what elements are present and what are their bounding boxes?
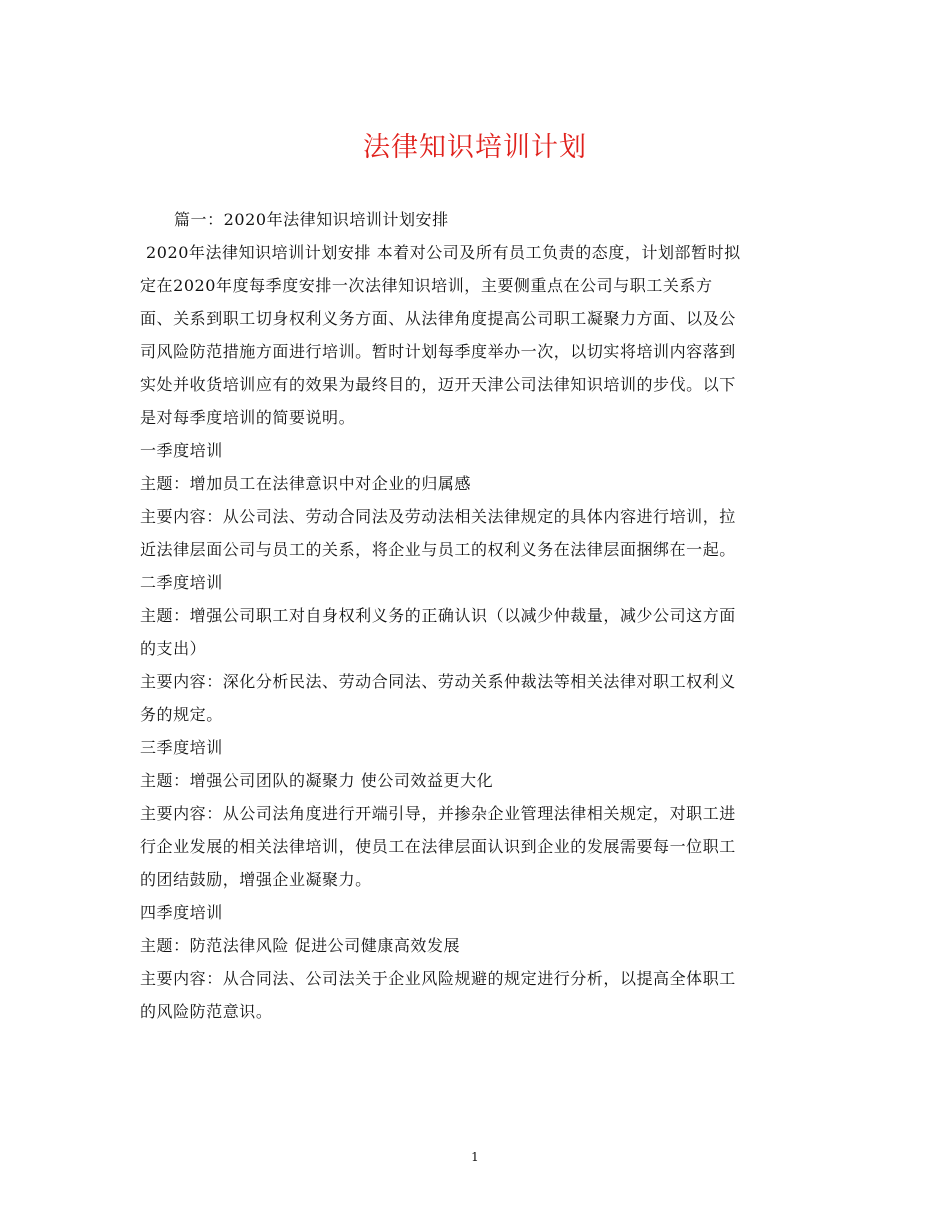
document-body — [140, 203, 812, 1028]
quarter-heading-q3: 三季度培训 — [140, 738, 223, 757]
paragraph-line: 实处并收货培训应有的效果为最终目的，迈开天津公司法律知识培训的步伐。以下 — [140, 375, 736, 394]
quarter-heading-q4: 四季度培训 — [140, 903, 223, 922]
theme-line-q3: 主题：增强公司团队的凝聚力 使公司效益更大化 — [140, 771, 494, 790]
content-line-q2: 务的规定。 — [140, 705, 223, 724]
paragraph-line: 是对每季度培训的简要说明。 — [140, 408, 356, 427]
paragraph-line: 定在2020年度每季度安排一次法律知识培训，主要侧重点在公司与职工关系方 — [140, 276, 713, 295]
content-line-q1: 近法律层面公司与员工的关系，将企业与员工的权利义务在法律层面捆绑在一起。 — [140, 540, 736, 559]
theme-line-q2: 的支出） — [140, 639, 207, 658]
theme-line-q1: 主题：增加员工在法律意识中对企业的归属感 — [140, 474, 472, 493]
paragraph-line: 面、关系到职工切身权利义务方面、从法律角度提高公司职工凝聚力方面、以及公 — [140, 309, 736, 328]
content-line-q1: 主要内容：从公司法、劳动合同法及劳动法相关法律规定的具体内容进行培训，拉 — [140, 507, 736, 526]
content-line-q2: 主要内容：深化分析民法、劳动合同法、劳动关系仲裁法等相关法律对职工权利义 — [140, 672, 736, 691]
section-heading: 篇一：2020年法律知识培训计划安排 — [174, 210, 449, 229]
quarter-heading-q2: 二季度培训 — [140, 573, 223, 592]
paragraph-line: 司风险防范措施方面进行培训。暂时计划每季度举办一次，以切实将培训内容落到 — [140, 342, 736, 361]
theme-line-q4: 主题：防范法律风险 促进公司健康高效发展 — [140, 936, 461, 955]
content-line-q3: 行企业发展的相关法律培训，使员工在法律层面认识到企业的发展需要每一位职工 — [140, 837, 736, 856]
content-line-q3: 的团结鼓励，增强企业凝聚力。 — [140, 870, 372, 889]
page-number: 1 — [471, 1150, 479, 1164]
paragraph-line: 2020年法律知识培训计划安排 本着对公司及所有员工负责的态度，计划部暂时拟 — [146, 243, 741, 262]
content-line-q4: 主要内容：从合同法、公司法关于企业风险规避的规定进行分析，以提高全体职工 — [140, 969, 736, 988]
content-line-q3: 主要内容：从公司法角度进行开端引导，并掺杂企业管理法律相关规定，对职工进 — [140, 804, 736, 823]
quarter-heading-q1: 一季度培训 — [140, 441, 223, 460]
document-title: 法律知识培训计划 — [363, 132, 587, 163]
theme-line-q2: 主题：增强公司职工对自身权利义务的正确认识（以减少仲裁量，减少公司这方面 — [140, 606, 736, 625]
content-line-q4: 的风险防范意识。 — [140, 1002, 273, 1021]
